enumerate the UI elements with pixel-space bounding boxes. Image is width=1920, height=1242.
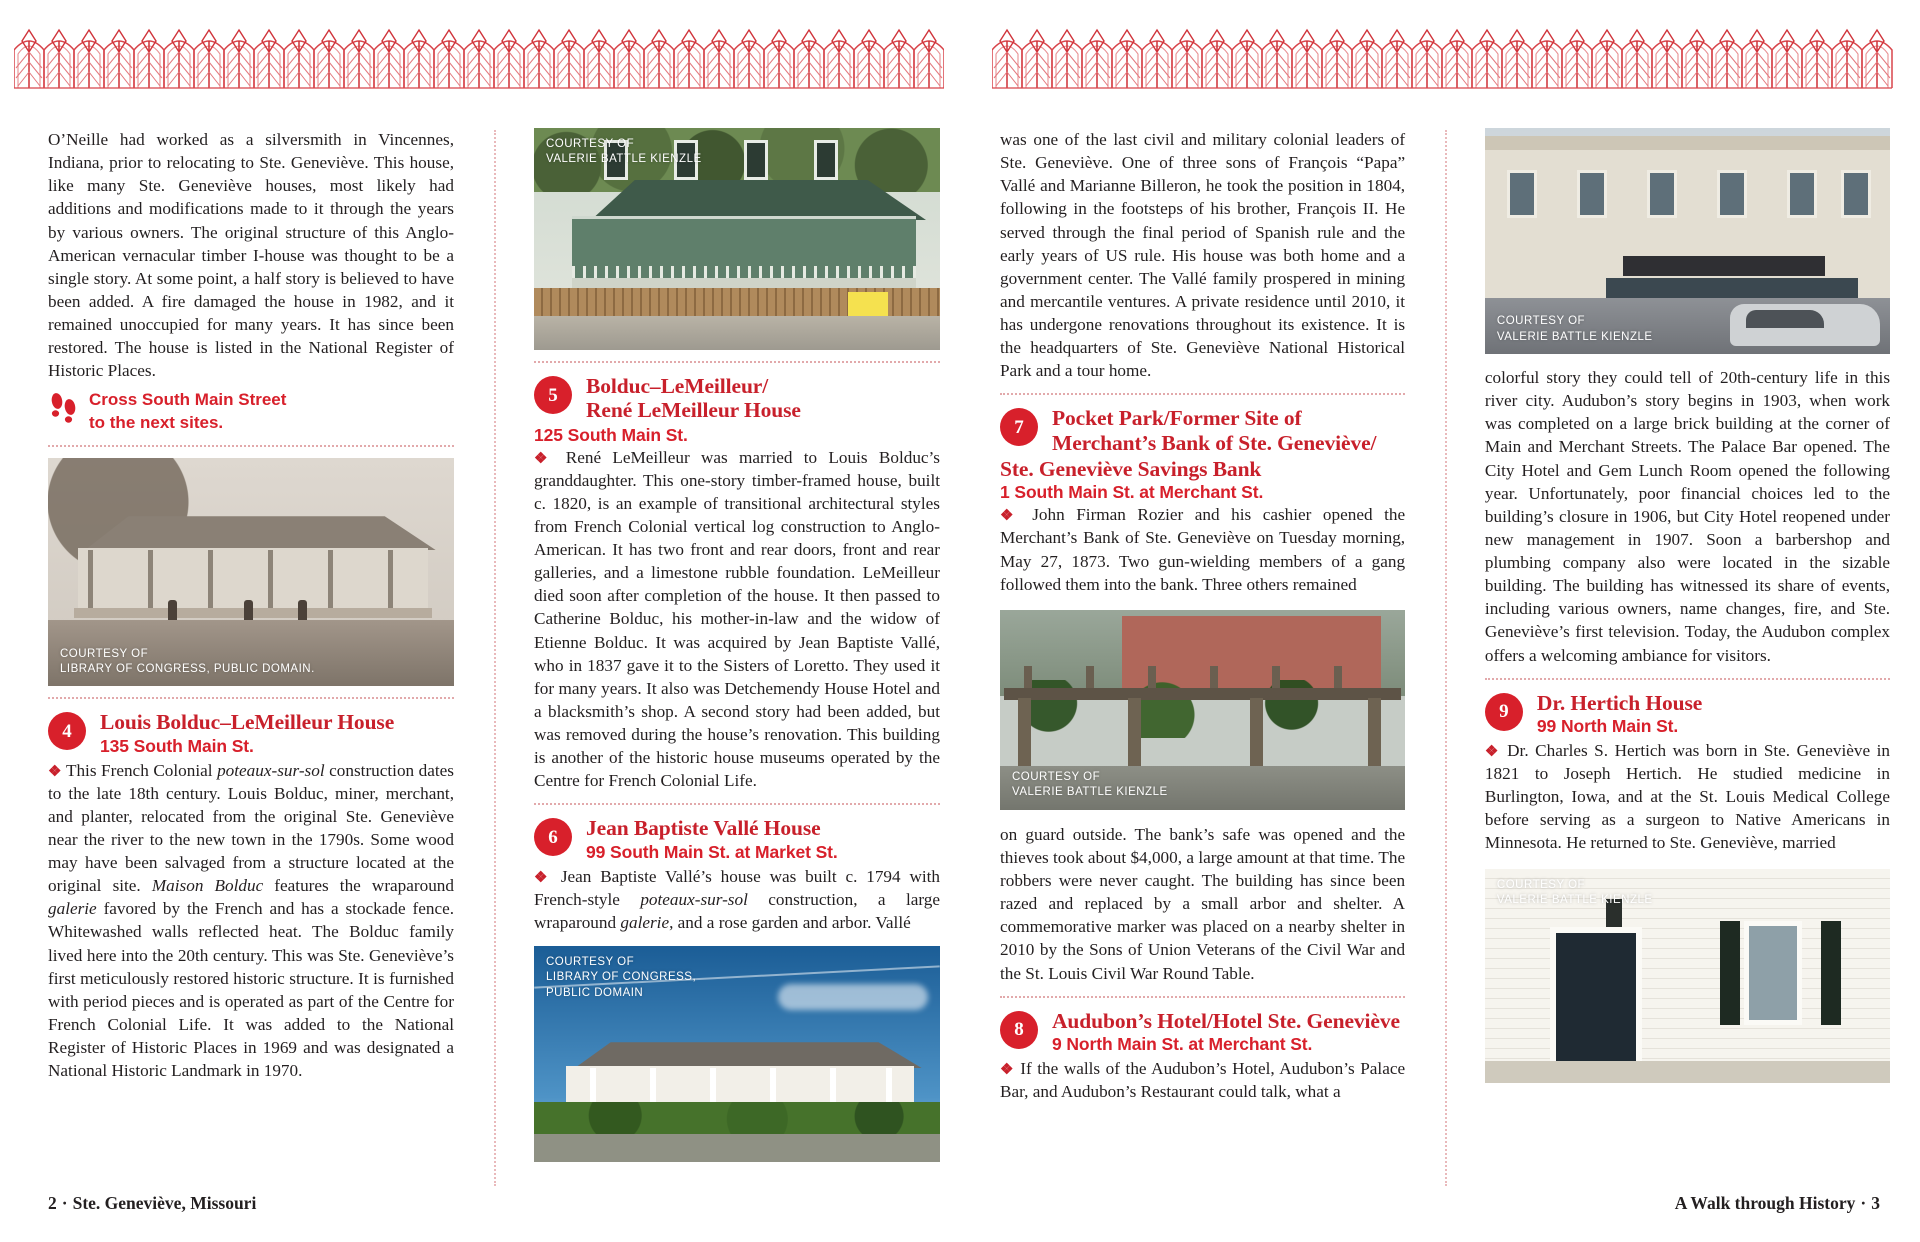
- section-divider: [1000, 996, 1405, 998]
- entry-7-address: 1 South Main St. at Merchant St.: [1000, 482, 1264, 503]
- entry-8-body: [1000, 1057, 1405, 1103]
- site-entry-5: [534, 374, 940, 792]
- credit-line-2: LIBRARY OF CONGRESS, PUBLIC DOMAIN.: [60, 662, 315, 675]
- entry-7-title-line-1: Pocket Park/Former Site of: [1052, 406, 1302, 431]
- right-page: [960, 0, 1920, 1242]
- entry-5-header: [534, 374, 940, 423]
- entry-4-body-part-4: favored by the French and has a stockade fence. Whitewashed walls reflected heat. The Bolduc family lived here into the 20th century. This was Ste. Geneviève’s first meticulously restored historic structure. It is furnished with period pieces and is operated as part of the Centre for French Colonial Life. It was added to the National Register of Historic Places in 1969 and was designated a National Historic Landmark in 1970.: [48, 899, 454, 1081]
- photo-credit: [60, 647, 315, 678]
- site-entry-4: [48, 710, 454, 1082]
- site-number-badge-5: 5: [534, 376, 572, 414]
- entry-4-body-part-2: construction dates to the late 18th century. Louis Bolduc, miner, merchant, and planter, relocated from the original Ste. Geneviève near the river to the new town in the 1790s. Some wood may have been salvaged from a structure located at the original site.: [48, 760, 454, 896]
- diamond-bullet-icon: ❖: [1484, 743, 1501, 760]
- entry-4-address: 135 South Main St.: [100, 735, 254, 756]
- credit-line-3: PUBLIC DOMAIN: [546, 986, 644, 999]
- folio-title: A Walk through History: [1674, 1193, 1856, 1213]
- historic-bolduc-lemeilleur-photo: [48, 458, 454, 686]
- site-number-badge-8: 8: [1000, 1011, 1038, 1049]
- decorative-ironwork-border-right: [992, 28, 1908, 90]
- entry-5-body: [534, 446, 940, 793]
- right-column-1: [1000, 128, 1405, 1186]
- entry-4-body-part-3: features the wraparound: [263, 876, 454, 896]
- continued-paragraph: O’Neille had worked as a silversmith in Vincennes, Indiana, prior to relocating to Ste. Geneviève. This house, like many Ste. Geneviève houses, most likely had additions and modifications made to it through the years by various owners. The original structure of this Anglo-American vernacular timber I-house was thought to be a single story. At some point, a half story is believed to have been added. A fire damaged the house in 1982, and it remained unoccupied for many years. It has since been restored. The house is listed in the National Register of Historic Places.: [48, 130, 454, 381]
- entry-6-italic-1: poteaux-sur-sol: [640, 889, 748, 909]
- entry-7-title: [1052, 406, 1405, 455]
- audubons-hotel-building-photo: [1485, 128, 1890, 354]
- continued-paragraph: colorful story they could tell of 20th-century life in this river city. Audubon’s story begins in 1903, when work was completed on a large brick building at the corner of Main and Merchant Streets. The Palace Bar opened. The City Hotel and Gem Lunch Room opened the following year. Unfortunately, poor financial choices led to the building’s closure in 1906, but City Hotel reopened under new management in 1907. Soon a barbershop and plumbing company also were located in the sizable building. The building has witnessed its share of events, including various owners, name changes, fire, and Ste. Geneviève’s first television. Today, the Audubon complex offers a welcoming ambiance for visitors.: [1484, 368, 1891, 665]
- credit-line-1: COURTESY OF: [546, 956, 635, 969]
- diamond-bullet-icon: ❖: [1000, 1061, 1015, 1078]
- entry-4-italic-3: galerie: [48, 899, 97, 919]
- site-entry-6: [534, 816, 940, 934]
- entry-4-body: [48, 759, 454, 1083]
- credit-line-1: COURTESY OF: [546, 138, 635, 150]
- walk-direction-callout: [48, 389, 454, 434]
- photo-credit: [1497, 878, 1653, 909]
- folio-separator: ·: [1860, 1193, 1867, 1213]
- credit-line-1: COURTESY OF: [1496, 878, 1586, 891]
- entry-5-title: [586, 374, 940, 423]
- entry-6-address: 99 South Main St. at Market St.: [586, 841, 838, 862]
- entry-5-title-line-1: Bolduc–LeMeilleur/: [586, 374, 769, 398]
- left-column-2: [534, 128, 940, 1186]
- photo-credit: [546, 137, 702, 168]
- entry-4-italic-1: poteaux-sur-sol: [217, 760, 325, 780]
- entry-7-header: [1000, 406, 1405, 455]
- folio-separator: ·: [61, 1193, 68, 1213]
- credit-line-2: VALERIE BATTLE KIENZLE: [1012, 786, 1168, 799]
- diamond-bullet-icon: ❖: [534, 450, 555, 467]
- photo-credit: [1012, 770, 1168, 801]
- dr-hertich-house-photo: [1485, 869, 1890, 1083]
- entry-7-body-before: [1000, 503, 1405, 596]
- callout-line-1: Cross South Main Street: [89, 390, 287, 410]
- site-number-badge-9: 9: [1485, 693, 1523, 731]
- entry-6-body-part-3: , and a rose garden and arbor. Vallé: [669, 913, 911, 933]
- entry-9-title: Dr. Hertich House: [1536, 690, 1703, 715]
- entry-6-header: [534, 816, 940, 862]
- pocket-park-pergola-photo: [1000, 610, 1405, 810]
- page-number: 3: [1871, 1193, 1880, 1213]
- site-number-badge-6: 6: [534, 818, 572, 856]
- left-column-1: [48, 128, 454, 1186]
- entry-7-body-after: on guard outside. The bank’s safe was opened and the thieves took about $4,000, a large amount at that time. The robbers were never caught. The building has since been razed and replaced by a small arbor and shelter. A commemorative marker was placed on a nearby shelter in 2010 by the Sons of Union Veterans of the Civil War and the St. Louis Civil War Round Table.: [1000, 824, 1406, 983]
- credit-line-2: VALERIE BATTLE KIENZLE: [1496, 330, 1653, 343]
- entry-6-body-part-1: Jean Baptiste Vallé’s house was built c. 1794 with French-style: [534, 866, 940, 909]
- entry-6-body-part-2: construction, a large wraparound: [534, 889, 940, 933]
- decorative-ironwork-border-left: [14, 28, 944, 90]
- entry-5-address: 125 South Main St.: [534, 424, 688, 445]
- section-divider: [1000, 393, 1405, 395]
- page-number: 2: [48, 1193, 57, 1213]
- entry-5-body-text: René LeMeilleur was married to Louis Bolduc’s granddaughter. This one-story timber-framed house, built c. 1820, is an example of transitional architectural styles from French Colonial vertical log construction to Anglo-American. It has two front and rear doors, front and rear galleries, and a limestone rubble foundation. LeMeilleur died soon after completion of the house. It then passed to Catherine Bolduc, his mother-in-law and the widow of Etienne Bolduc. It was acquired by Jean Baptiste Vallé, who in 1837 gave it to the Sisters of Loretto. They used it for many years. It also was Detchemendy House Hotel and a blacksmith’s shop. A second story had been added, but was removed during the house’s renovation. This building is another of the historic house museums operated by the Centre for French Colonial Life.: [534, 447, 940, 791]
- site-number-badge-4: 4: [48, 712, 86, 750]
- section-divider: [534, 803, 940, 805]
- column-divider-left: [454, 128, 534, 1186]
- callout-text: [89, 389, 286, 434]
- section-divider: [48, 445, 454, 447]
- diamond-bullet-icon: ❖: [534, 869, 552, 886]
- left-page-folio: [48, 1193, 256, 1214]
- folio-title: Ste. Geneviève, Missouri: [72, 1193, 257, 1213]
- entry-9-body: [1485, 739, 1890, 855]
- column-divider-right: [1405, 128, 1485, 1186]
- site-entry-7: [1000, 406, 1405, 595]
- credit-line-1: COURTESY OF: [1496, 315, 1586, 328]
- continued-paragraph: was one of the last civil and military colonial leaders of Ste. Geneviève. One of three sons of François “Papa” Vallé and Marianne Billeron, he took the position in 1804, following in the footsteps of his brother, François II. He served through the final period of Spanish rule and the early years of US rule. His house was both home and a government center. The Vallé family prospered in mining and mercantile ventures. A private residence until 2010, it has undergone renovations throughout its existence. It is the headquarters of Ste. Geneviève National Historical Park and a tour home.: [1000, 130, 1406, 381]
- jean-baptiste-valle-house-photo: [534, 946, 940, 1162]
- entry-4-header: [48, 710, 454, 756]
- entry-8-address: 9 North Main St. at Merchant St.: [1052, 1033, 1313, 1054]
- entry-6-italic-2: galerie: [620, 913, 670, 933]
- photo-credit: [1497, 314, 1653, 345]
- entry-7-body-text-before: John Firman Rozier and his cashier opened the Merchant’s Bank of Ste. Geneviève on Tuesday morning, May 27, 1873. Two gun-wielding members of a gang followed them into the bank. Three others remained: [1000, 505, 1406, 594]
- entry-9-body-text: Dr. Charles S. Hertich was born in Ste. Geneviève in 1821 to Joseph Hertich. He studied medicine in Burlington, Iowa, and at the St. Louis Medical College before serving as a surgeon to Native Americans in Minnesota. He returned to Ste. Geneviève, married: [1484, 740, 1891, 853]
- entry-9-address: 99 North Main St.: [1536, 715, 1679, 736]
- bolduc-lemeilleur-house-photo: [534, 128, 940, 350]
- credit-line-1: COURTESY OF: [1012, 771, 1101, 784]
- entry-8-body-text: If the walls of the Audubon’s Hotel, Audubon’s Palace Bar, and Audubon’s Restaurant could talk, what a: [1000, 1058, 1406, 1102]
- section-divider: [48, 697, 454, 699]
- site-entry-8: [1000, 1009, 1405, 1104]
- left-page-columns: [48, 128, 940, 1186]
- credit-line-2: LIBRARY OF CONGRESS,: [546, 971, 697, 984]
- entry-4-title: Louis Bolduc–LeMeilleur House: [100, 710, 395, 735]
- photo-credit: [546, 955, 696, 1001]
- entry-6-body: [534, 865, 940, 934]
- footprints-icon: [48, 392, 80, 431]
- entry-6-title: Jean Baptiste Vallé House: [586, 816, 821, 841]
- section-divider: [534, 361, 940, 363]
- entry-7-title-line-3: Ste. Geneviève Savings Bank: [1000, 456, 1262, 481]
- entry-9-header: [1485, 691, 1890, 737]
- credit-line-1: COURTESY OF: [60, 647, 149, 660]
- right-column-2: [1485, 128, 1890, 1186]
- diamond-bullet-icon: ❖: [1000, 508, 1021, 525]
- entry-8-header: [1000, 1009, 1405, 1055]
- section-divider: [1485, 678, 1890, 680]
- entry-8-title: Audubon’s Hotel/Hotel Ste. Geneviève: [1052, 1008, 1400, 1033]
- credit-line-2: VALERIE BATTLE KIENZLE: [1496, 893, 1653, 906]
- diamond-bullet-icon: ❖: [48, 763, 62, 780]
- callout-line-2: to the next sites.: [89, 412, 224, 432]
- site-entry-9: [1485, 691, 1890, 855]
- entry-4-italic-2: Maison Bolduc: [151, 876, 264, 896]
- site-number-badge-7: 7: [1000, 408, 1038, 446]
- entry-4-body-part-1: This French Colonial: [65, 760, 218, 780]
- right-page-folio: [1675, 1193, 1880, 1214]
- entry-7-title-line-2: Merchant’s Bank of Ste. Geneviève/: [1052, 430, 1377, 455]
- right-page-columns: [1000, 128, 1890, 1186]
- credit-line-2: VALERIE BATTLE KIENZLE: [546, 153, 702, 166]
- entry-5-title-line-2: René LeMeilleur House: [586, 398, 801, 423]
